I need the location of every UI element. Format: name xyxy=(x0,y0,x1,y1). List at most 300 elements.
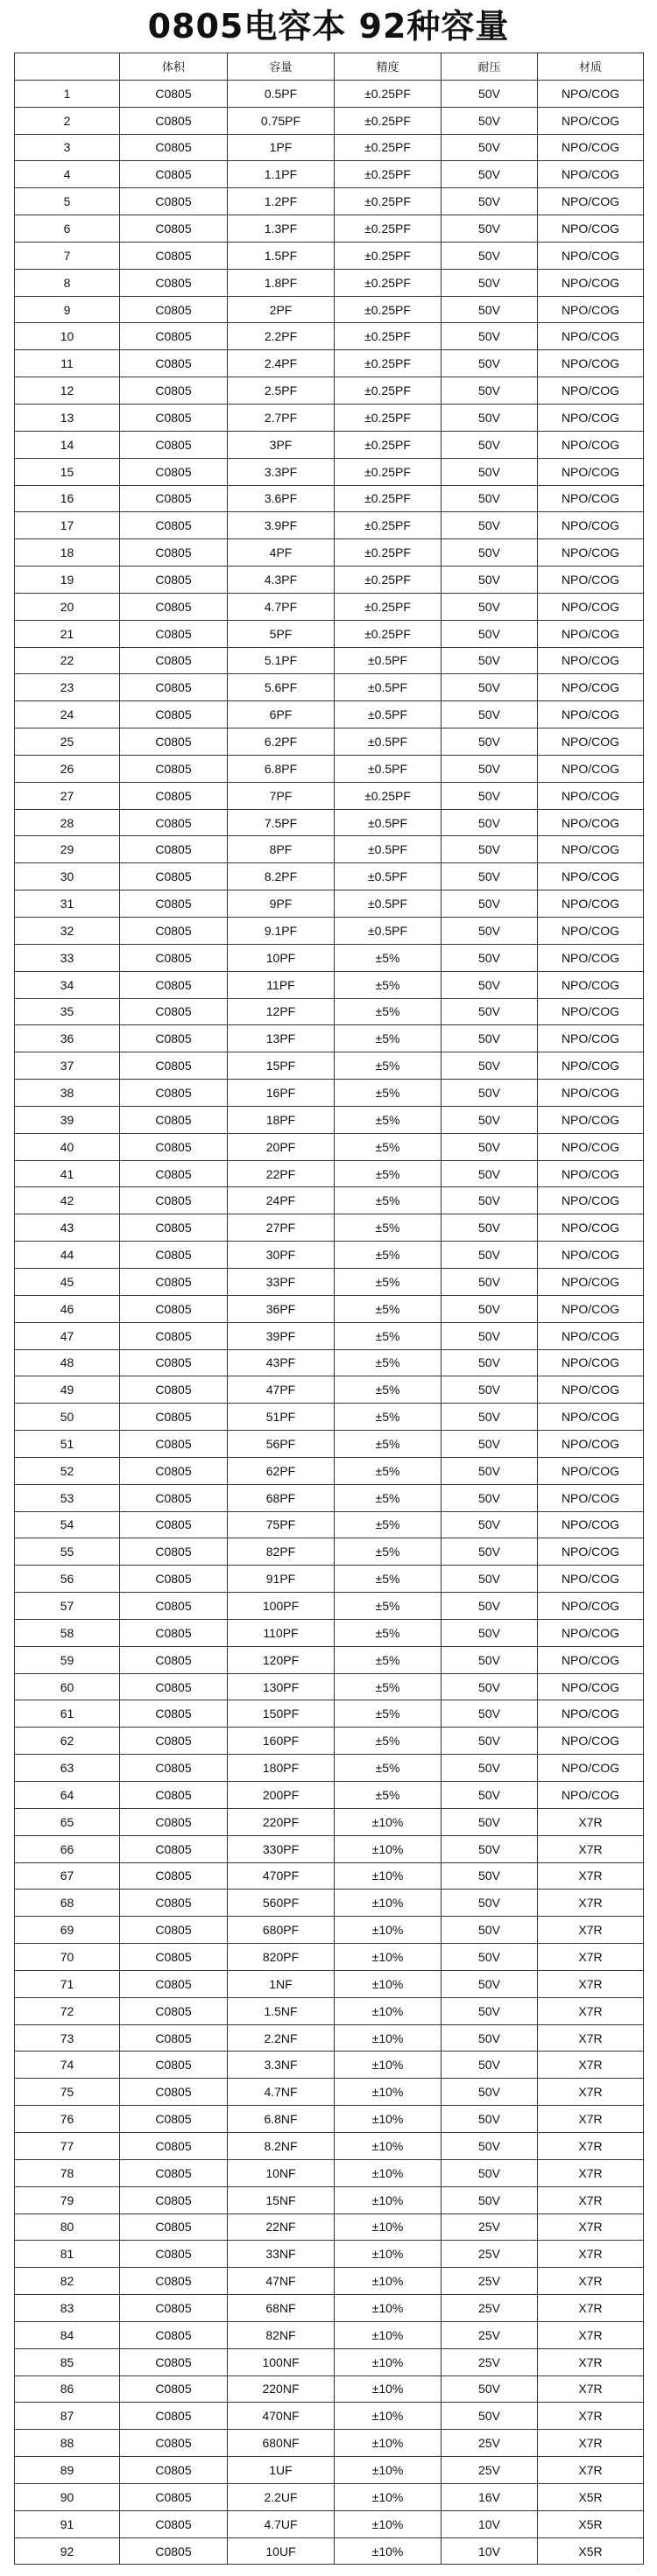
cell-voltage: 50V xyxy=(442,1295,538,1322)
cell-tolerance: ±0.5PF xyxy=(335,728,442,756)
table-row xyxy=(15,2132,644,2159)
cell-size: C0805 xyxy=(120,593,228,620)
cell-tolerance: ±5% xyxy=(335,944,442,971)
cell-capacitance: 43PF xyxy=(228,1349,335,1376)
cell-capacitance: 220PF xyxy=(228,1808,335,1835)
table-row xyxy=(15,1835,644,1862)
cell-voltage: 50V xyxy=(442,215,538,243)
cell-voltage: 50V xyxy=(442,1025,538,1052)
cell-capacitance: 180PF xyxy=(228,1755,335,1782)
cell-material: NPO/COG xyxy=(538,539,644,567)
cell-index: 22 xyxy=(15,647,120,674)
cell-index: 88 xyxy=(15,2430,120,2457)
cell-capacitance: 6.2PF xyxy=(228,728,335,756)
cell-material: NPO/COG xyxy=(538,1052,644,1080)
cell-index: 78 xyxy=(15,2159,120,2186)
cell-tolerance: ±5% xyxy=(335,1133,442,1160)
table-row xyxy=(15,431,644,458)
cell-capacitance: 2.4PF xyxy=(228,350,335,377)
cell-tolerance: ±5% xyxy=(335,1187,442,1214)
cell-tolerance: ±0.25PF xyxy=(335,134,442,161)
cell-material: NPO/COG xyxy=(538,1349,644,1376)
cell-tolerance: ±0.25PF xyxy=(335,512,442,539)
cell-index: 86 xyxy=(15,2375,120,2403)
cell-voltage: 50V xyxy=(442,1835,538,1862)
cell-size: C0805 xyxy=(120,161,228,188)
cell-size: C0805 xyxy=(120,1728,228,1755)
cell-size: C0805 xyxy=(120,1755,228,1782)
cell-size: C0805 xyxy=(120,1970,228,1997)
cell-material: NPO/COG xyxy=(538,1106,644,1133)
cell-material: NPO/COG xyxy=(538,485,644,512)
table-row xyxy=(15,2295,644,2322)
cell-material: NPO/COG xyxy=(538,809,644,836)
cell-material: NPO/COG xyxy=(538,1782,644,1809)
table-row xyxy=(15,242,644,269)
cell-size: C0805 xyxy=(120,1133,228,1160)
cell-tolerance: ±5% xyxy=(335,1268,442,1295)
cell-size: C0805 xyxy=(120,80,228,107)
table-row xyxy=(15,188,644,215)
cell-size: C0805 xyxy=(120,269,228,296)
cell-index: 20 xyxy=(15,593,120,620)
table-row xyxy=(15,1431,644,1458)
cell-tolerance: ±0.5PF xyxy=(335,755,442,782)
cell-voltage: 50V xyxy=(442,1808,538,1835)
cell-voltage: 50V xyxy=(442,1593,538,1620)
cell-material: X7R xyxy=(538,2079,644,2106)
cell-voltage: 50V xyxy=(442,1404,538,1431)
cell-index: 57 xyxy=(15,1593,120,1620)
cell-material: NPO/COG xyxy=(538,242,644,269)
cell-size: C0805 xyxy=(120,1619,228,1646)
cell-tolerance: ±5% xyxy=(335,1080,442,1107)
cell-capacitance: 47PF xyxy=(228,1376,335,1404)
cell-capacitance: 5.6PF xyxy=(228,674,335,701)
table-row xyxy=(15,350,644,377)
cell-voltage: 25V xyxy=(442,2295,538,2322)
cell-tolerance: ±10% xyxy=(335,2106,442,2133)
cell-size: C0805 xyxy=(120,1700,228,1728)
cell-index: 36 xyxy=(15,1025,120,1052)
cell-index: 90 xyxy=(15,2483,120,2510)
cell-index: 29 xyxy=(15,836,120,863)
cell-tolerance: ±5% xyxy=(335,998,442,1025)
table-row xyxy=(15,1322,644,1349)
table-row xyxy=(15,647,644,674)
table-row xyxy=(15,918,644,945)
cell-size: C0805 xyxy=(120,1862,228,1890)
cell-capacitance: 560PF xyxy=(228,1890,335,1917)
cell-index: 87 xyxy=(15,2403,120,2430)
cell-index: 75 xyxy=(15,2079,120,2106)
cell-size: C0805 xyxy=(120,2321,228,2348)
cell-capacitance: 5PF xyxy=(228,620,335,647)
cell-size: C0805 xyxy=(120,728,228,756)
cell-tolerance: ±5% xyxy=(335,1457,442,1484)
cell-material: NPO/COG xyxy=(538,188,644,215)
table-row xyxy=(15,2321,644,2348)
cell-capacitance: 110PF xyxy=(228,1619,335,1646)
table-row xyxy=(15,1376,644,1404)
cell-material: NPO/COG xyxy=(538,620,644,647)
table-header xyxy=(15,53,644,81)
cell-index: 14 xyxy=(15,431,120,458)
table-row xyxy=(15,2214,644,2241)
cell-voltage: 50V xyxy=(442,1700,538,1728)
cell-capacitance: 10UF xyxy=(228,2537,335,2565)
table-row xyxy=(15,296,644,323)
cell-voltage: 50V xyxy=(442,80,538,107)
cell-index: 12 xyxy=(15,377,120,405)
table-row xyxy=(15,323,644,350)
cell-material: NPO/COG xyxy=(538,701,644,728)
cell-tolerance: ±5% xyxy=(335,1484,442,1511)
cell-size: C0805 xyxy=(120,1782,228,1809)
cell-material: NPO/COG xyxy=(538,918,644,945)
cell-voltage: 50V xyxy=(442,809,538,836)
table-row xyxy=(15,1646,644,1673)
cell-tolerance: ±10% xyxy=(335,1917,442,1944)
cell-capacitance: 33PF xyxy=(228,1268,335,1295)
cell-capacitance: 680PF xyxy=(228,1917,335,1944)
cell-size: C0805 xyxy=(120,1835,228,1862)
cell-material: NPO/COG xyxy=(538,971,644,998)
cell-capacitance: 2PF xyxy=(228,296,335,323)
cell-tolerance: ±5% xyxy=(335,1376,442,1404)
cell-voltage: 50V xyxy=(442,593,538,620)
cell-size: C0805 xyxy=(120,836,228,863)
cell-material: NPO/COG xyxy=(538,80,644,107)
cell-index: 1 xyxy=(15,80,120,107)
cell-capacitance: 4PF xyxy=(228,539,335,567)
cell-material: NPO/COG xyxy=(538,728,644,756)
table-row xyxy=(15,701,644,728)
cell-tolerance: ±0.25PF xyxy=(335,350,442,377)
cell-voltage: 25V xyxy=(442,2321,538,2348)
table-row xyxy=(15,1566,644,1593)
cell-size: C0805 xyxy=(120,1242,228,1269)
cell-capacitance: 39PF xyxy=(228,1322,335,1349)
cell-voltage: 50V xyxy=(442,1242,538,1269)
cell-tolerance: ±10% xyxy=(335,1970,442,1997)
cell-size: C0805 xyxy=(120,323,228,350)
table-row xyxy=(15,2510,644,2537)
cell-voltage: 50V xyxy=(442,485,538,512)
cell-capacitance: 82NF xyxy=(228,2321,335,2348)
table-row xyxy=(15,2348,644,2375)
cell-voltage: 50V xyxy=(442,1484,538,1511)
cell-capacitance: 200PF xyxy=(228,1782,335,1809)
cell-tolerance: ±0.25PF xyxy=(335,458,442,485)
cell-material: NPO/COG xyxy=(538,1133,644,1160)
cell-material: NPO/COG xyxy=(538,1214,644,1242)
table-row xyxy=(15,1457,644,1484)
cell-material: NPO/COG xyxy=(538,350,644,377)
cell-capacitance: 0.5PF xyxy=(228,80,335,107)
cell-material: NPO/COG xyxy=(538,431,644,458)
cell-tolerance: ±0.25PF xyxy=(335,485,442,512)
cell-capacitance: 1PF xyxy=(228,134,335,161)
cell-size: C0805 xyxy=(120,2295,228,2322)
cell-tolerance: ±0.25PF xyxy=(335,620,442,647)
cell-capacitance: 15NF xyxy=(228,2186,335,2214)
table-row xyxy=(15,1160,644,1187)
cell-tolerance: ±10% xyxy=(335,2483,442,2510)
cell-index: 16 xyxy=(15,485,120,512)
cell-tolerance: ±10% xyxy=(335,2321,442,2348)
cell-tolerance: ±0.25PF xyxy=(335,161,442,188)
cell-voltage: 25V xyxy=(442,2241,538,2268)
cell-size: C0805 xyxy=(120,1484,228,1511)
cell-size: C0805 xyxy=(120,377,228,405)
cell-voltage: 50V xyxy=(442,755,538,782)
cell-voltage: 50V xyxy=(442,567,538,594)
cell-index: 60 xyxy=(15,1673,120,1700)
cell-capacitance: 680NF xyxy=(228,2430,335,2457)
cell-voltage: 50V xyxy=(442,269,538,296)
cell-material: X5R xyxy=(538,2483,644,2510)
cell-size: C0805 xyxy=(120,2375,228,2403)
cell-capacitance: 62PF xyxy=(228,1457,335,1484)
table-row xyxy=(15,1728,644,1755)
header-material: 材质 xyxy=(538,53,644,81)
cell-voltage: 50V xyxy=(442,2052,538,2079)
cell-size: C0805 xyxy=(120,431,228,458)
cell-index: 17 xyxy=(15,512,120,539)
table-row xyxy=(15,1755,644,1782)
cell-voltage: 50V xyxy=(442,1728,538,1755)
cell-material: NPO/COG xyxy=(538,1619,644,1646)
cell-tolerance: ±5% xyxy=(335,1404,442,1431)
cell-index: 2 xyxy=(15,107,120,134)
cell-size: C0805 xyxy=(120,242,228,269)
cell-index: 68 xyxy=(15,1890,120,1917)
cell-size: C0805 xyxy=(120,215,228,243)
table-row xyxy=(15,2159,644,2186)
cell-capacitance: 4.3PF xyxy=(228,567,335,594)
cell-size: C0805 xyxy=(120,2483,228,2510)
cell-size: C0805 xyxy=(120,2106,228,2133)
cell-material: X7R xyxy=(538,2106,644,2133)
table-row xyxy=(15,593,644,620)
cell-tolerance: ±0.25PF xyxy=(335,242,442,269)
cell-size: C0805 xyxy=(120,971,228,998)
cell-material: NPO/COG xyxy=(538,836,644,863)
cell-size: C0805 xyxy=(120,2510,228,2537)
cell-size: C0805 xyxy=(120,2348,228,2375)
cell-material: NPO/COG xyxy=(538,1484,644,1511)
cell-tolerance: ±10% xyxy=(335,2132,442,2159)
cell-tolerance: ±10% xyxy=(335,2241,442,2268)
cell-size: C0805 xyxy=(120,1646,228,1673)
table-row xyxy=(15,971,644,998)
cell-material: X7R xyxy=(538,2430,644,2457)
cell-index: 54 xyxy=(15,1511,120,1538)
cell-capacitance: 2.7PF xyxy=(228,404,335,431)
cell-tolerance: ±5% xyxy=(335,1593,442,1620)
table-row xyxy=(15,1187,644,1214)
table-row xyxy=(15,620,644,647)
cell-index: 46 xyxy=(15,1295,120,1322)
table-row xyxy=(15,1538,644,1566)
cell-index: 41 xyxy=(15,1160,120,1187)
cell-size: C0805 xyxy=(120,107,228,134)
cell-capacitance: 2.5PF xyxy=(228,377,335,405)
cell-tolerance: ±0.25PF xyxy=(335,188,442,215)
table-row xyxy=(15,539,644,567)
cell-tolerance: ±5% xyxy=(335,1242,442,1269)
cell-capacitance: 6PF xyxy=(228,701,335,728)
cell-index: 79 xyxy=(15,2186,120,2214)
table-row xyxy=(15,1808,644,1835)
cell-capacitance: 130PF xyxy=(228,1673,335,1700)
cell-voltage: 50V xyxy=(442,836,538,863)
cell-index: 18 xyxy=(15,539,120,567)
header-voltage: 耐压 xyxy=(442,53,538,81)
table-row xyxy=(15,1511,644,1538)
cell-material: X7R xyxy=(538,1862,644,1890)
cell-voltage: 50V xyxy=(442,1917,538,1944)
cell-capacitance: 7PF xyxy=(228,782,335,809)
cell-material: NPO/COG xyxy=(538,1242,644,1269)
cell-capacitance: 9.1PF xyxy=(228,918,335,945)
cell-voltage: 50V xyxy=(442,539,538,567)
cell-index: 19 xyxy=(15,567,120,594)
cell-voltage: 50V xyxy=(442,242,538,269)
table-row xyxy=(15,107,644,134)
cell-tolerance: ±10% xyxy=(335,1890,442,1917)
table-row xyxy=(15,377,644,405)
table-row xyxy=(15,1484,644,1511)
cell-tolerance: ±5% xyxy=(335,1728,442,1755)
header-size: 体积 xyxy=(120,53,228,81)
cell-voltage: 50V xyxy=(442,1052,538,1080)
table-row xyxy=(15,1268,644,1295)
cell-tolerance: ±10% xyxy=(335,2024,442,2052)
cell-index: 55 xyxy=(15,1538,120,1566)
table-row xyxy=(15,1242,644,1269)
cell-size: C0805 xyxy=(120,782,228,809)
cell-capacitance: 12PF xyxy=(228,998,335,1025)
cell-index: 82 xyxy=(15,2268,120,2295)
cell-material: X7R xyxy=(538,1970,644,1997)
table-row xyxy=(15,2430,644,2457)
cell-tolerance: ±0.25PF xyxy=(335,377,442,405)
cell-size: C0805 xyxy=(120,1322,228,1349)
cell-voltage: 50V xyxy=(442,2106,538,2133)
cell-tolerance: ±10% xyxy=(335,2403,442,2430)
cell-tolerance: ±0.25PF xyxy=(335,567,442,594)
cell-index: 6 xyxy=(15,215,120,243)
cell-voltage: 50V xyxy=(442,404,538,431)
cell-material: NPO/COG xyxy=(538,1566,644,1593)
cell-size: C0805 xyxy=(120,296,228,323)
cell-tolerance: ±10% xyxy=(335,2159,442,2186)
cell-capacitance: 82PF xyxy=(228,1538,335,1566)
cell-size: C0805 xyxy=(120,944,228,971)
cell-voltage: 50V xyxy=(442,134,538,161)
cell-material: NPO/COG xyxy=(538,782,644,809)
cell-tolerance: ±5% xyxy=(335,1431,442,1458)
cell-material: NPO/COG xyxy=(538,1187,644,1214)
cell-material: NPO/COG xyxy=(538,458,644,485)
cell-capacitance: 1NF xyxy=(228,1970,335,1997)
table-row xyxy=(15,1295,644,1322)
cell-size: C0805 xyxy=(120,1187,228,1214)
cell-voltage: 50V xyxy=(442,296,538,323)
cell-capacitance: 1.1PF xyxy=(228,161,335,188)
cell-capacitance: 1.2PF xyxy=(228,188,335,215)
cell-index: 38 xyxy=(15,1080,120,1107)
cell-index: 56 xyxy=(15,1566,120,1593)
cell-material: NPO/COG xyxy=(538,404,644,431)
cell-size: C0805 xyxy=(120,1160,228,1187)
cell-index: 3 xyxy=(15,134,120,161)
cell-material: X7R xyxy=(538,2268,644,2295)
cell-index: 89 xyxy=(15,2457,120,2484)
table-row xyxy=(15,2024,644,2052)
cell-index: 9 xyxy=(15,296,120,323)
cell-index: 74 xyxy=(15,2052,120,2079)
cell-size: C0805 xyxy=(120,2268,228,2295)
cell-tolerance: ±0.5PF xyxy=(335,809,442,836)
cell-size: C0805 xyxy=(120,863,228,890)
cell-capacitance: 120PF xyxy=(228,1646,335,1673)
cell-capacitance: 3.9PF xyxy=(228,512,335,539)
cell-tolerance: ±10% xyxy=(335,2537,442,2565)
capacitor-table xyxy=(14,53,644,2565)
cell-tolerance: ±5% xyxy=(335,1511,442,1538)
cell-size: C0805 xyxy=(120,1944,228,1971)
cell-size: C0805 xyxy=(120,1349,228,1376)
table-row xyxy=(15,782,644,809)
cell-capacitance: 16PF xyxy=(228,1080,335,1107)
cell-tolerance: ±5% xyxy=(335,1755,442,1782)
table-row xyxy=(15,2483,644,2510)
cell-capacitance: 24PF xyxy=(228,1187,335,1214)
cell-size: C0805 xyxy=(120,2079,228,2106)
cell-material: X7R xyxy=(538,1890,644,1917)
cell-material: X7R xyxy=(538,1808,644,1835)
cell-capacitance: 2.2NF xyxy=(228,2024,335,2052)
cell-tolerance: ±5% xyxy=(335,1160,442,1187)
cell-size: C0805 xyxy=(120,1673,228,1700)
cell-index: 37 xyxy=(15,1052,120,1080)
cell-capacitance: 33NF xyxy=(228,2241,335,2268)
cell-size: C0805 xyxy=(120,647,228,674)
cell-index: 7 xyxy=(15,242,120,269)
cell-size: C0805 xyxy=(120,2024,228,2052)
cell-index: 45 xyxy=(15,1268,120,1295)
cell-size: C0805 xyxy=(120,1808,228,1835)
table-row xyxy=(15,512,644,539)
cell-material: X7R xyxy=(538,2403,644,2430)
cell-index: 28 xyxy=(15,809,120,836)
cell-size: C0805 xyxy=(120,1457,228,1484)
cell-voltage: 50V xyxy=(442,512,538,539)
cell-voltage: 50V xyxy=(442,1349,538,1376)
cell-size: C0805 xyxy=(120,512,228,539)
cell-index: 47 xyxy=(15,1322,120,1349)
cell-capacitance: 47NF xyxy=(228,2268,335,2295)
cell-index: 15 xyxy=(15,458,120,485)
table-row xyxy=(15,215,644,243)
cell-material: X5R xyxy=(538,2537,644,2565)
cell-material: X7R xyxy=(538,1917,644,1944)
cell-voltage: 50V xyxy=(442,1646,538,1673)
cell-capacitance: 8PF xyxy=(228,836,335,863)
